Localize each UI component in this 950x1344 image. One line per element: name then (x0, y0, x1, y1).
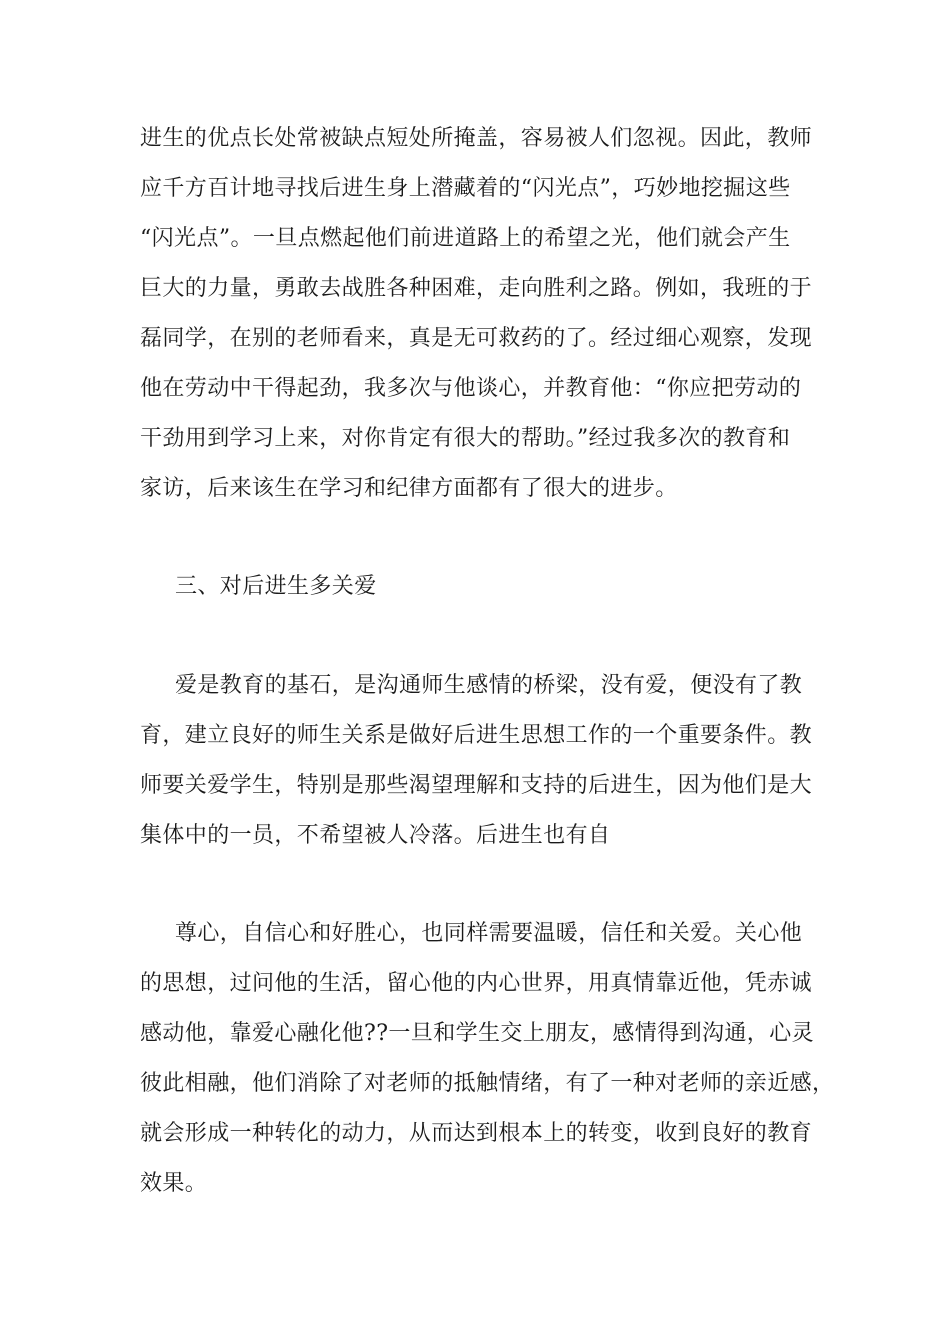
paragraph-line: “闪光点”。一旦点燃起他们前进道路上的希望之光，他们就会产生 (140, 226, 791, 251)
paragraph-line: 育，建立良好的师生关系是做好后进生思想工作的一个重要条件。教 (140, 723, 813, 748)
paragraph-line: 尊心，自信心和好胜心，也同样需要温暖，信任和关爱。关心他 (175, 921, 803, 946)
paragraph-line: 集体中的一员，不希望被人冷落。后进生也有自 (140, 823, 611, 848)
paragraph-line: 巨大的力量，勇敢去战胜各种困难，走向胜利之路。例如，我班的于 (140, 276, 813, 301)
paragraph-line: 感动他，靠爱心融化他??一旦和学生交上朋友，感情得到沟通，心灵 (140, 1021, 814, 1046)
paragraph-line: 干劲用到学习上来，对你肯定有很大的帮助。”经过我多次的教育和 (140, 426, 791, 451)
paragraph-line: 爱是教育的基石，是沟通师生感情的桥梁，没有爱，便没有了教 (175, 673, 803, 698)
paragraph-line: 进生的优点长处常被缺点短处所掩盖，容易被人们忽视。因此，教师 (140, 126, 813, 151)
paragraph-line: 师要关爱学生，特别是那些渴望理解和支持的后进生，因为他们是大 (140, 773, 813, 798)
section-heading: 三、对后进生多关爱 (175, 574, 377, 599)
paragraph-line: 他在劳动中干得起劲，我多次与他谈心，并教育他：“你应把劳动的 (140, 376, 802, 401)
paragraph-line: 磊同学，在别的老师看来，真是无可救药的了。经过细心观察，发现 (140, 326, 813, 351)
paragraph-line: 彼此相融，他们消除了对老师的抵触情绪，有了一种对老师的亲近感， (140, 1071, 835, 1096)
paragraph-line: 应千方百计地寻找后进生身上潜藏着的“闪光点”，巧妙地挖掘这些 (140, 176, 791, 201)
paragraph-line: 就会形成一种转化的动力，从而达到根本上的转变，收到良好的教育 (140, 1121, 813, 1146)
paragraph-line: 家访，后来该生在学习和纪律方面都有了很大的进步。 (140, 476, 678, 501)
paragraph-line: 效果。 (140, 1171, 208, 1196)
paragraph-line: 的思想，过问他的生活，留心他的内心世界，用真情靠近他，凭赤诚 (140, 971, 813, 996)
